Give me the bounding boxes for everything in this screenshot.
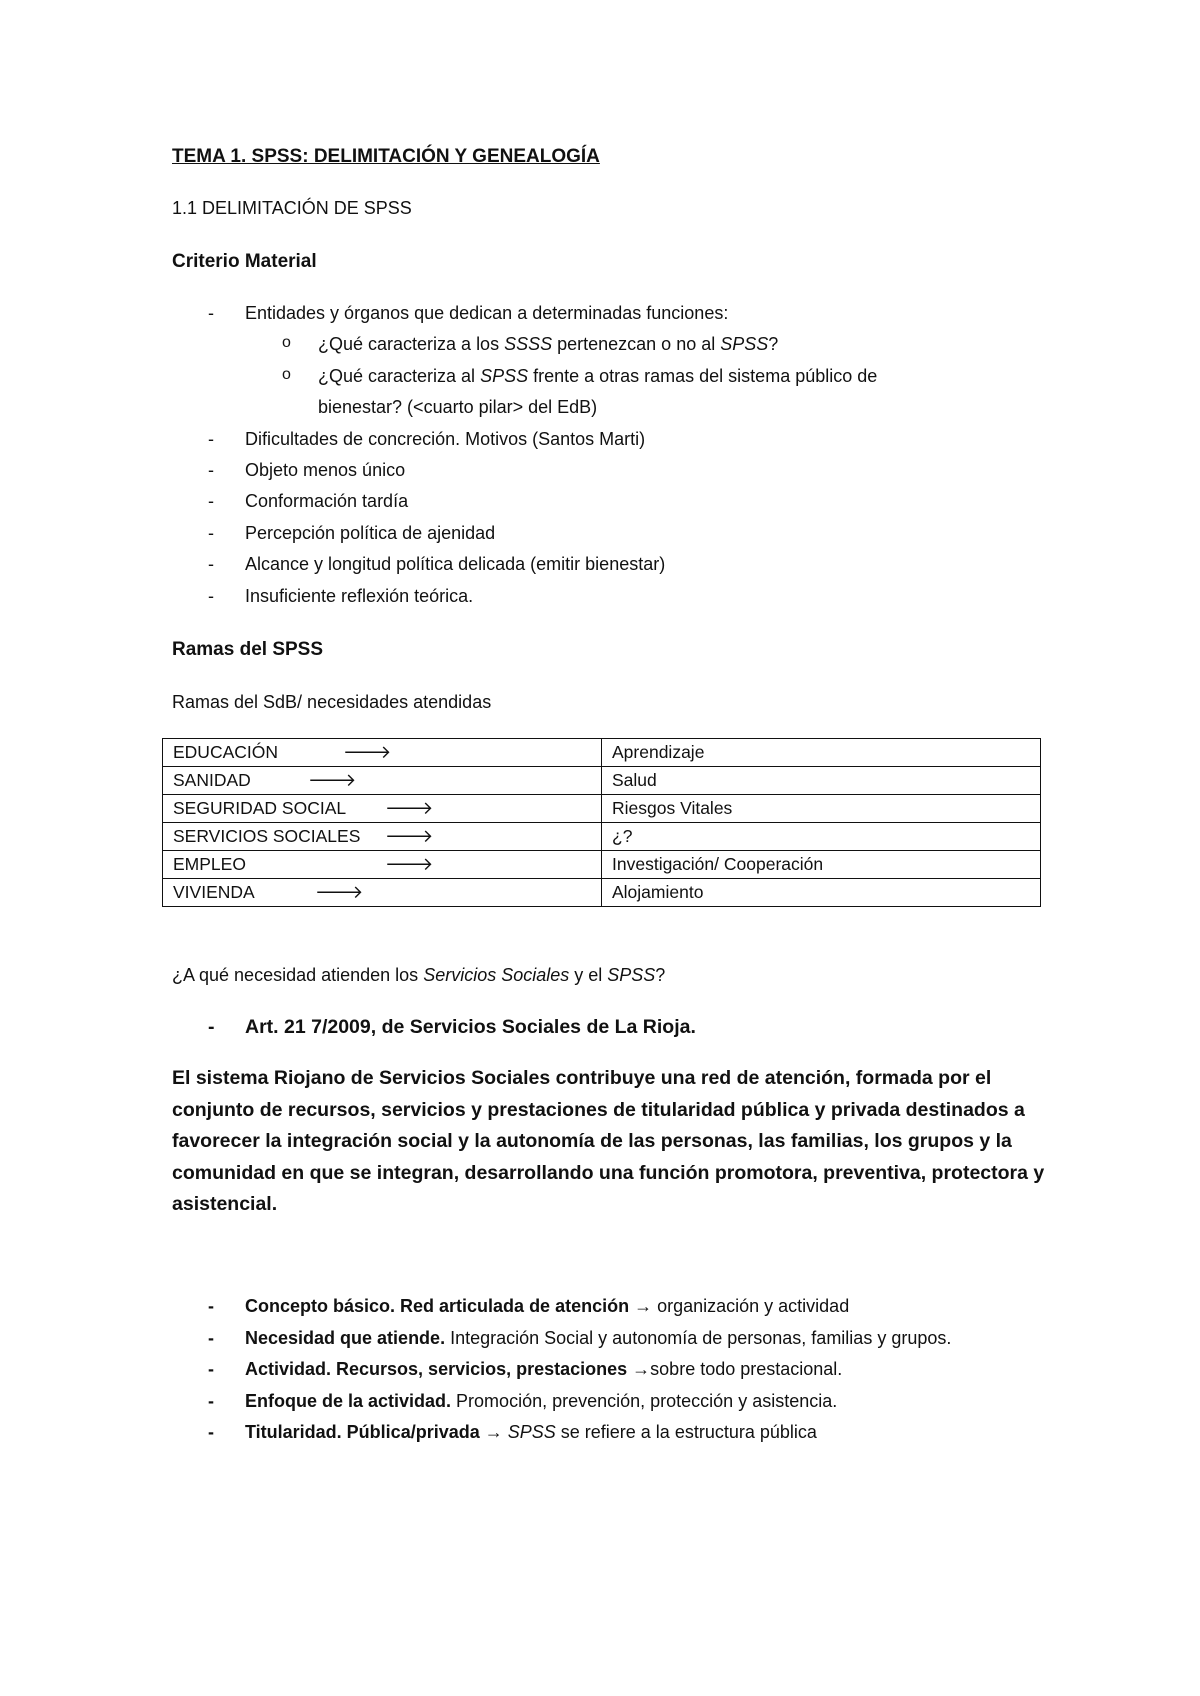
dash-bullet: - xyxy=(208,1296,214,1316)
arrow-icon: 🡒 xyxy=(315,882,364,902)
question-line: ¿A qué necesidad atienden los Servicios Sociales y el SPSS? xyxy=(172,965,666,985)
criterio-item: Percepción política de ajenidad xyxy=(245,523,496,543)
table-row xyxy=(163,879,1041,907)
dash-bullet: - xyxy=(208,1328,214,1348)
table-cell-left: SANIDAD 🡒 xyxy=(163,767,602,795)
criterio-sub-1: ¿Qué caracteriza a los SSSS pertenezcan o no al SPSS? xyxy=(318,334,779,354)
table-cell-right: Salud xyxy=(602,767,1041,795)
criterio-heading: Criterio Material xyxy=(172,251,317,272)
criterio-item: Alcance y longitud política delicada (emitir bienestar) xyxy=(245,554,666,574)
table-cell-left: EDUCACIÓN 🡒 xyxy=(163,739,602,767)
ramas-table xyxy=(162,738,1041,907)
o-bullet: o xyxy=(282,334,291,351)
table-row xyxy=(163,851,1041,879)
dash-bullet: - xyxy=(208,1359,214,1379)
dash-bullet: - xyxy=(208,303,214,323)
arrow-icon: 🡒 xyxy=(385,826,434,846)
summary-item-concepto: Concepto básico. Red articulada de atención → organización y actividad xyxy=(245,1296,850,1316)
dash-bullet: - xyxy=(208,491,214,511)
arrow-icon: 🡒 xyxy=(385,854,434,874)
arrow-icon: 🡒 xyxy=(385,798,434,818)
dash-bullet: - xyxy=(208,586,214,606)
dash-bullet: - xyxy=(208,1422,214,1442)
table-cell-right: Aprendizaje xyxy=(602,739,1041,767)
summary-item-enfoque: Enfoque de la actividad. Promoción, prevención, protección y asistencia. xyxy=(245,1391,838,1411)
criterio-item: Objeto menos único xyxy=(245,460,406,480)
dash-bullet: - xyxy=(208,554,214,574)
ramas-subtitle: Ramas del SdB/ necesidades atendidas xyxy=(172,692,492,712)
table-row xyxy=(163,739,1041,767)
table-row xyxy=(163,823,1041,851)
table-row xyxy=(163,795,1041,823)
table-cell-left: VIVIENDA 🡒 xyxy=(163,879,602,907)
document-title: TEMA 1. SPSS: DELIMITACIÓN Y GENEALOGÍA xyxy=(172,146,600,167)
o-bullet: o xyxy=(282,366,291,383)
summary-item-necesidad: Necesidad que atiende. Integración Social y autonomía de personas, familias y grupos. xyxy=(245,1328,952,1348)
dash-bullet: - xyxy=(208,429,214,449)
criterio-item: Conformación tardía xyxy=(245,491,409,511)
table-cell-left: EMPLEO 🡒 xyxy=(163,851,602,879)
dash-bullet: - xyxy=(208,523,214,543)
ramas-heading: Ramas del SPSS xyxy=(172,639,324,660)
article-reference: Art. 21 7/2009, de Servicios Sociales de La Rioja. xyxy=(245,1016,696,1038)
dash-bullet: - xyxy=(208,1391,214,1411)
arrow-icon: → xyxy=(484,1422,503,1442)
summary-item-titularidad: Titularidad. Pública/privada → SPSS se refiere a la estructura pública xyxy=(245,1422,817,1442)
arrow-icon: 🡒 xyxy=(343,742,392,762)
arrow-icon: → xyxy=(632,1359,651,1379)
table-cell-right: ¿? xyxy=(602,823,1041,851)
arrow-icon: 🡒 xyxy=(308,770,357,790)
criterio-sub-2-cont: bienestar? (<cuarto pilar> del EdB) xyxy=(318,397,598,417)
table-cell-left: SEGURIDAD SOCIAL 🡒 xyxy=(163,795,602,823)
dash-bullet: - xyxy=(208,1016,215,1038)
table-cell-right: Investigación/ Cooperación xyxy=(602,851,1041,879)
criterio-item-1: Entidades y órganos que dedican a determinadas funciones: xyxy=(245,303,729,323)
table-cell-right: Riesgos Vitales xyxy=(602,795,1041,823)
table-row xyxy=(163,767,1041,795)
arrow-icon: → xyxy=(634,1296,653,1316)
criterio-item: Dificultades de concreción. Motivos (Santos Marti) xyxy=(245,429,646,449)
section-heading: 1.1 DELIMITACIÓN DE SPSS xyxy=(172,198,412,218)
dash-bullet: - xyxy=(208,460,214,480)
summary-item-actividad: Actividad. Recursos, servicios, prestaciones →sobre todo prestacional. xyxy=(245,1359,843,1379)
criterio-sub-2: ¿Qué caracteriza al SPSS frente a otras ramas del sistema público de xyxy=(318,366,878,386)
criterio-item: Insuficiente reflexión teórica. xyxy=(245,586,474,606)
table-cell-right: Alojamiento xyxy=(602,879,1041,907)
table-cell-left: SERVICIOS SOCIALES 🡒 xyxy=(163,823,602,851)
article-quote: El sistema Riojano de Servicios Sociales contribuye una red de atención, formada por el conjunto de recursos, servicios y prestaciones de titularidad pública y privada destinados a favorecer la integración social y la autonomía de las personas, las familias, los grupos y la comunidad en que se integran, desarrollando una función promotora, preventiva, protectora y asistencial. xyxy=(172,1067,1045,1215)
